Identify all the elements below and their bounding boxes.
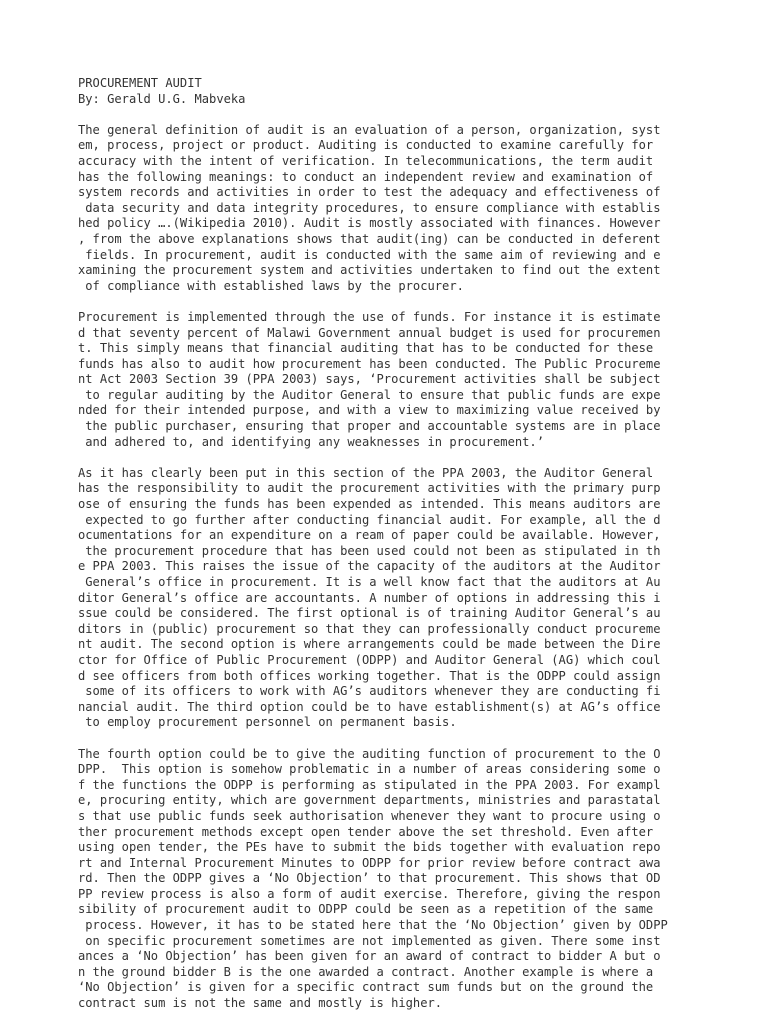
document-body-text: PROCUREMENT AUDIT By: Gerald U.G. Mabveka The general definition of audit is an evaluation of a person, organization, syst em, process, project or product. Auditing is conducted to examine carefully for accuracy with the intent of verification. In telecommunications, the term audit has the following meanings: to conduct an independent review and examination of system records and activities in order to test the adequacy and effectiveness of data security and data integrity procedures, to ensure compliance with establis hed policy ….(Wikipedia 2010). Audit is mostly associated with finances. However , from the above explanations shows that audit(ing) can be conducted in deferent fields. In procurement, audit is conducted with the same aim of reviewing and e xamining the procurement system and activities undertaken to find out the extent of compliance with established laws by the procurer. Procurement is implemented through the use of funds. For instance it is estimate d that seventy percent of Malawi Government annual budget is used for procuremen t. This simply means that financial auditing that has to be conducted for these funds has also to audit how procurement has been conducted. The Public Procureme nt Act 2003 Section 39 (PPA 2003) says, ‘Procurement activities shall be subject to regular auditing by the Auditor General to ensure that public funds are expe nded for their intended purpose, and with a view to maximizing value received by the public purchaser, ensuring that proper and accountable systems are in place and adhered to, and identifying any weaknesses in procurement.’ As it has clearly been put in this section of the PPA 2003, the Auditor General has the responsibility to audit the procurement activities with the primary purp ose of ensuring the funds has been expended as intended. This means auditors are expected to go further after conducting financial audit. For example, all the d ocumentations for an expenditure on a ream of paper could be available. However, the procurement procedure that has been used could not been as stipulated in th e PPA 2003. This raises the issue of the capacity of the auditors at the Auditor General’s office in procurement. It is a well know fact that the auditors at Au ditor General’s office are accountants. A number of options in addressing this i ssue could be considered. The first optional is of training Auditor General’s au ditors in (public) procurement so that they can professionally conduct procureme nt audit. The second option is where arrangements could be made between the Dire ctor for Office of Public Procurement (ODPP) and Auditor General (AG) which coul d see officers from both offices working together. That is the ODPP could assign some of its officers to work with AG’s auditors whenever they are conducting fi nancial audit. The third option could be to have establishment(s) at AG’s office to employ procurement personnel on permanent basis. The fourth option could be to give the auditing function of procurement to the O DPP. This option is somehow problematic in a number of areas considering some o f the functions the ODPP is performing as stipulated in the PPA 2003. For exampl e, procuring entity, which are government departments, ministries and parastatal s that use public funds seek authorisation whenever they want to procure using o ther procurement methods except open tender above the set threshold. Even after using open tender, the PEs have to submit the bids together with evaluation repo rt and Internal Procurement Minutes to ODPP for prior review before contract awa rd. Then the ODPP gives a ‘No Objection’ to that procurement. This shows that OD PP review process is also a form of audit exercise. Therefore, giving the respon sibility of procurement audit to ODPP could be seen as a repetition of the same process. However, it has to be stated here that the ‘No Objection’ given by ODPP on specific procurement sometimes are not implemented as given. There some inst ances a ‘No Objection’ has been given for an award of contract to bidder A but o n the ground bidder B is the one awarded a contract. Another example is where a ‘No Objection’ is given for a specific contract sum funds but on the ground the contract sum is not the same and mostly is higher. — [78, 76, 668, 1011]
